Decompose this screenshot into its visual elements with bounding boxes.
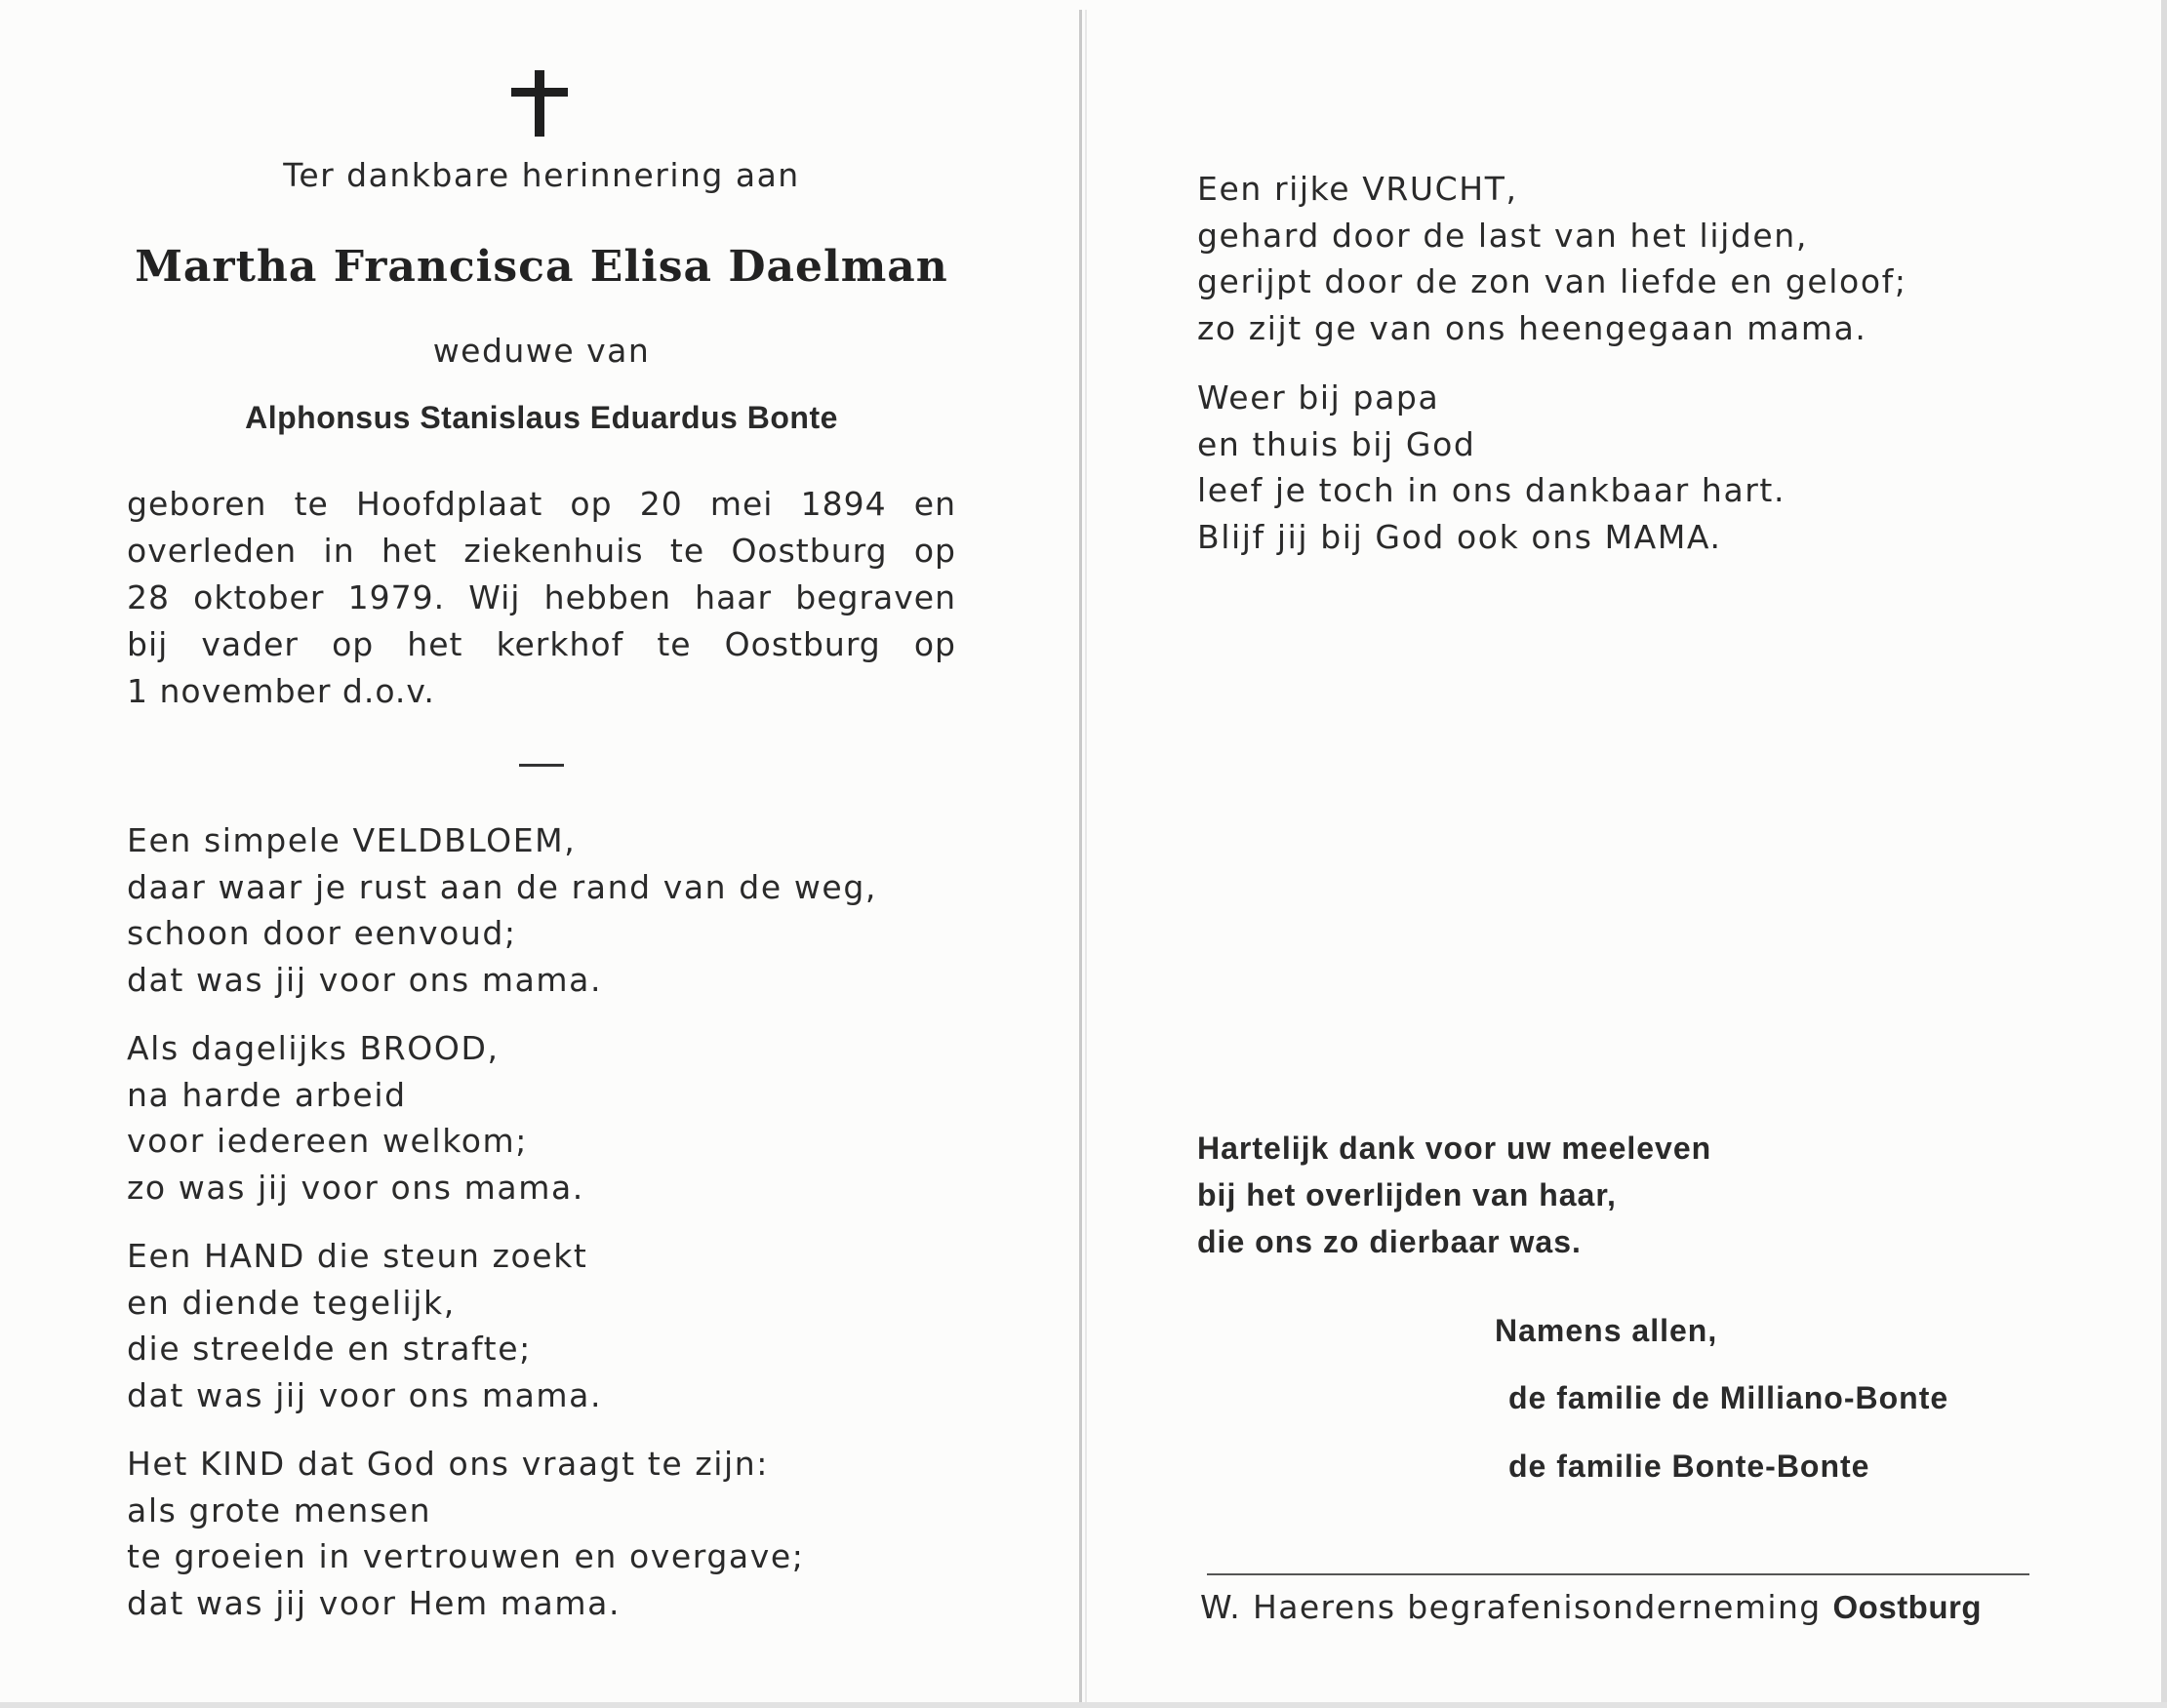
poem-line: voor iedereen welkom; [127, 1122, 528, 1160]
bio-line: bij vader op het kerkhof te Oostburg op [127, 625, 956, 663]
undertaker-town: Oostburg [1832, 1589, 1982, 1625]
poem-line: leef je toch in ons dankbaar hart. [1197, 471, 1786, 509]
poem-line: Blijf jij bij God ook ons MAMA. [1197, 517, 1722, 556]
poem-line: en thuis bij God [1197, 424, 1476, 463]
cross-icon [511, 70, 568, 137]
poem-line: te groeien in vertrouwen en overgave; [127, 1537, 805, 1575]
poem-line: als grote mensen [127, 1490, 432, 1529]
thanks-message [1197, 1125, 1978, 1265]
footer-rule [1207, 1573, 2029, 1575]
poem-stanza-brood [127, 1025, 1005, 1211]
poem-line: gehard door de last van het lijden, [1197, 216, 1808, 255]
card-edge-bottom [0, 1702, 2167, 1708]
on-behalf-text: Namens allen, [1495, 1313, 1718, 1348]
poem-line: zo zijt ge van ons heengegaan mama. [1197, 308, 1867, 347]
card-fold-shadow [1085, 10, 1087, 1702]
bio-line: 28 oktober 1979. Wij hebben haar begraven [127, 578, 956, 616]
poem-stanza-hand [127, 1233, 1005, 1418]
bio-line: 1 november d.o.v. [127, 672, 435, 710]
intro-text: Ter dankbare herinnering aan [283, 156, 800, 194]
poem-line: Het KIND dat God ons vraagt te zijn: [127, 1445, 770, 1483]
poem-line: na harde arbeid [127, 1075, 407, 1114]
widow-of-text: weduwe van [432, 332, 651, 370]
deceased-name: Martha Francisca Elisa Daelman [135, 242, 948, 292]
poem-line: dat was jij voor Hem mama. [127, 1583, 622, 1622]
biography [127, 481, 956, 715]
thanks-line: Hartelijk dank voor uw meeleven [1197, 1131, 1712, 1166]
card-fold [1079, 10, 1082, 1702]
poem-line: Een simpele VELDBLOEM, [127, 821, 577, 859]
undertaker-credit [1200, 1588, 1982, 1626]
poem-line: schoon door eenvoud; [127, 914, 517, 952]
poem-stanza-vrucht [1197, 166, 2075, 351]
poem-line: zo was jij voor ons mama. [127, 1168, 584, 1207]
bio-line: overleden in het ziekenhuis te Oostburg op [127, 532, 956, 570]
thanks-line: bij het overlijden van haar, [1197, 1177, 1617, 1212]
poem-line: Een rijke VRUCHT, [1197, 170, 1518, 208]
family-signature-2: de familie Bonte-Bonte [1508, 1449, 1870, 1484]
card-edge-right [2161, 0, 2167, 1708]
thanks-line: die ons zo dierbaar was. [1197, 1224, 1582, 1259]
separator-dash [519, 764, 564, 767]
poem-line: dat was jij voor ons mama. [127, 960, 603, 999]
poem-line: Weer bij papa [1197, 378, 1440, 417]
poem-stanza-kind [127, 1441, 1005, 1626]
poem-stanza-veldbloem [127, 817, 1005, 1003]
poem-line: Als dagelijks BROOD, [127, 1029, 500, 1067]
poem-stanza-papa [1197, 375, 2075, 560]
poem-line: die streelde en strafte; [127, 1330, 532, 1368]
poem-line: gerijpt door de zon van liefde en geloof; [1197, 262, 1907, 300]
poem-line: daar waar je rust aan de rand van de weg, [127, 867, 877, 906]
poem-line: dat was jij voor ons mama. [127, 1375, 603, 1414]
undertaker-name: W. Haerens begrafenisonderneming [1200, 1588, 1822, 1626]
husband-name: Alphonsus Stanislaus Eduardus Bonte [245, 400, 838, 435]
bio-line: geboren te Hoofdplaat op 20 mei 1894 en [127, 485, 956, 523]
poem-line: Een HAND die steun zoekt [127, 1237, 588, 1275]
poem-line: en diende tegelijk, [127, 1283, 456, 1322]
family-signature-1: de familie de Milliano-Bonte [1508, 1380, 1949, 1415]
